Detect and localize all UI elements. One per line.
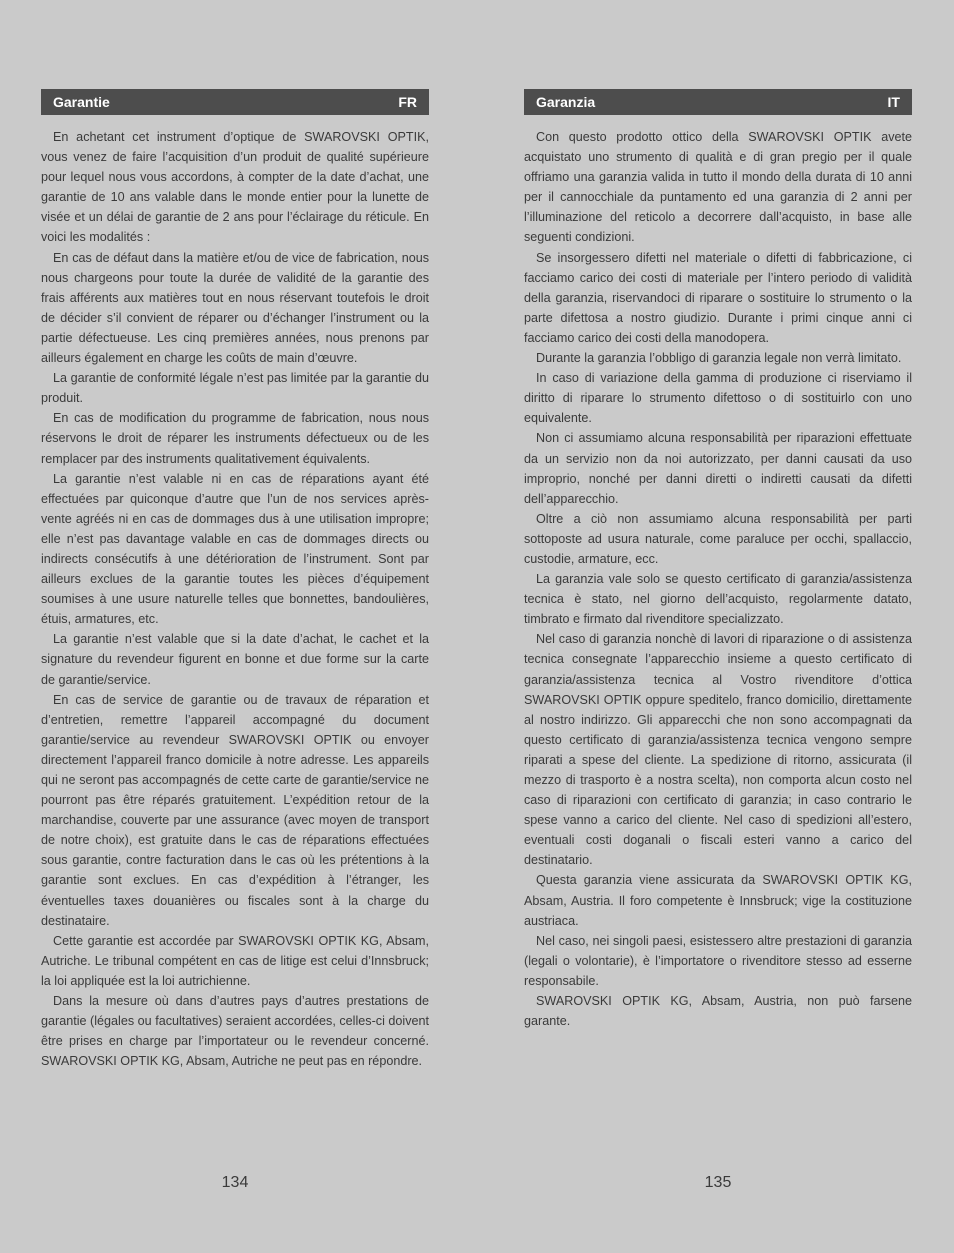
paragraph: Dans la mesure où dans d’autres pays d’autres prestations de garantie (légales ou facultatives) seraient accordées, celles-ci doivent être prises en charge par l’importateur ou le revendeur concerné. SWAROVSKI OPTIK KG, Absam, Autriche ne peut pas en répondre. xyxy=(41,994,429,1069)
paragraph: La garanzia vale solo se questo certificato di garanzia/assistenza tecnica è stato, nel giorno dell’acquisto, regolarmente datato, timbrato e firmato dal rivenditore specializzato. xyxy=(524,572,912,627)
paragraph: Nel caso di garanzia nonchè di lavori di riparazione o di assistenza tecnica consegnate l’apparecchio insieme a questo certificato di garanzia/assistenza tecnica al Vostro rivenditore d’ottica SWAROVSKI OPTIK oppure speditelo, franco domicilio, direttamente al nostro indirizzo. Gli apparecchi che non sono accompagnati da questo certificato di garanzia/assistenza tecnica vengono sempre riparati a spese del cliente. La spedizione di ritorno, assicurata (il mezzo di trasporto è a nostra scelta), non comporta alcun costo nel caso di riparazioni con certificato di garanzia; in caso contrario le spese vanno a carico del cliente. Nel caso di spedizioni all’estero, eventuali costi doganali o fiscali esteri vanno a carico del destinatario. xyxy=(524,632,912,868)
section-header-garantie xyxy=(41,89,429,115)
paragraph: Non ci assumiamo alcuna responsabilità per riparazioni effettuate da un servizio non da noi autorizzato, per danni causati da uso improprio, nonché per danni diretti o indiretti causati da difetti dell’apparecchio. xyxy=(524,431,912,506)
language-code: IT xyxy=(887,94,900,110)
paragraph: Questa garanzia viene assicurata da SWAROVSKI OPTIK KG, Absam, Austria. Il foro competente è Innsbruck; vige la costituzione austriaca. xyxy=(524,873,912,928)
paragraph: En cas de défaut dans la matière et/ou de vice de fabrication, nous nous chargeons pour toute la durée de validité de la garantie des frais afférents aux matières tout en nous réservant toutefois le droit de décider s’il convient de réparer ou d’échanger l’instrument ou la partie défectueuse. Les cinq premières années, nous prenons par ailleurs également en charge les coûts de main d’œuvre. xyxy=(41,250,429,366)
paragraph: In caso di variazione della gamma di produzione ci riserviamo il diritto di riparare lo strumento difettoso o di sostituirlo con uno equivalente. xyxy=(524,371,912,426)
section-title: Garantie xyxy=(53,94,110,110)
paragraph: Oltre a ciò non assumiamo alcuna responsabilità per parti sottoposte ad usura naturale, come paraluce per occhi, spallaccio, custodie, armature, ecc. xyxy=(524,511,912,566)
page-number-left: 134 xyxy=(221,1174,249,1191)
column-french xyxy=(41,89,429,1071)
column-italian xyxy=(524,89,912,1031)
section-title: Garanzia xyxy=(536,94,596,110)
paragraph: SWAROVSKI OPTIK KG, Absam, Austria, non può farsene garante. xyxy=(524,994,912,1029)
page-number-right: 135 xyxy=(704,1174,732,1191)
paragraph: En cas de service de garantie ou de travaux de réparation et d’entretien, remettre l’appareil accompagné du document garantie/service au revendeur SWAROVSKI OPTIK ou envoyer directement l’appareil franco domicile à notre adresse. Les appareils qui ne seront pas accompagnés de cette carte de garantie/service ne pourront pas être réparés gratuitement. L’expédition retour de la marchandise, couverte par une assurance (avec moyen de transport de notre choix), est gratuite dans le cas de réparations effectuées sous garantie, contre facturation dans le cas où les prétentions à la garantie sont exclues. En cas d’expédition à l’étranger, les éventuelles taxes douanières ou fiscales sont à la charge du destinataire. xyxy=(41,692,429,928)
paragraph: La garantie n’est valable ni en cas de réparations ayant été effectuées par quiconque d’autre que l’un de nos services après-vente agréés ni en cas de dommages dus à une utilisation impropre; elle n’est pas davantage valable en cas de dommages directs ou indirects consécutifs à une détérioration de l’instrument. Sont par ailleurs exclues de la garantie toutes les pièces d’équipement soumises à une usure naturelle telles que bonnettes, bandoulières, étuis, armatures, etc. xyxy=(41,471,429,627)
paragraph: La garantie de conformité légale n’est pas limitée par la garantie du produit. xyxy=(41,371,429,406)
body-text-french xyxy=(41,127,429,1071)
language-code: FR xyxy=(398,94,417,110)
paragraph: Se insorgessero difetti nel materiale o difetti di fabbricazione, ci facciamo carico dei costi di materiale per l’intero periodo di validità della garanzia, riservandoci di riparare o sostituire lo strumento o la parte difettosa a nostro giudizio. Durante i primi cinque anni ci facciamo carico dei costi della manodopera. xyxy=(524,250,912,345)
section-header-garanzia xyxy=(524,89,912,115)
paragraph: Durante la garanzia l’obbligo di garanzia legale non verrà limitato. xyxy=(536,351,902,366)
paragraph: Con questo prodotto ottico della SWAROVSKI OPTIK avete acquistato uno strumento di qualità e di gran pregio per il quale offriamo una garanzia valida in tutto il mondo della durata di 10 anni per il cannocchiale da puntamento ed una garanzia di 2 anni per l’illuminazione del reticolo a decorrere dall’acquisto, in base alle seguenti condizioni. xyxy=(524,130,912,245)
paragraph: La garantie n’est valable que si la date d’achat, le cachet et la signature du revendeur figurent en bonne et due forme sur la carte de garantie/service. xyxy=(41,632,429,687)
paragraph: Cette garantie est accordée par SWAROVSKI OPTIK KG, Absam, Autriche. Le tribunal compétent en cas de litige est celui d’Innsbruck; la loi appliquée est la loi autrichienne. xyxy=(41,933,429,988)
paragraph: En achetant cet instrument d’optique de SWAROVSKI OPTIK, vous venez de faire l’acquisition d’un produit de qualité supérieure pour lequel nous vous accordons, à compter de la date d’achat, une garantie de 10 ans valable dans le monde entier pour la lunette de visée et un délai de garantie de 2 ans pour l’éclairage du réticule. En voici les modalités : xyxy=(41,130,429,245)
paragraph: Nel caso, nei singoli paesi, esistessero altre prestazioni di garanzia (legali o volontarie), è l’importatore o rivenditore stesso ad esserne responsabile. xyxy=(524,933,912,988)
paragraph: En cas de modification du programme de fabrication, nous nous réservons le droit de réparer les instruments défectueux ou de les remplacer par des instruments qualitativement équivalents. xyxy=(41,411,429,466)
body-text-italian xyxy=(524,127,912,1031)
